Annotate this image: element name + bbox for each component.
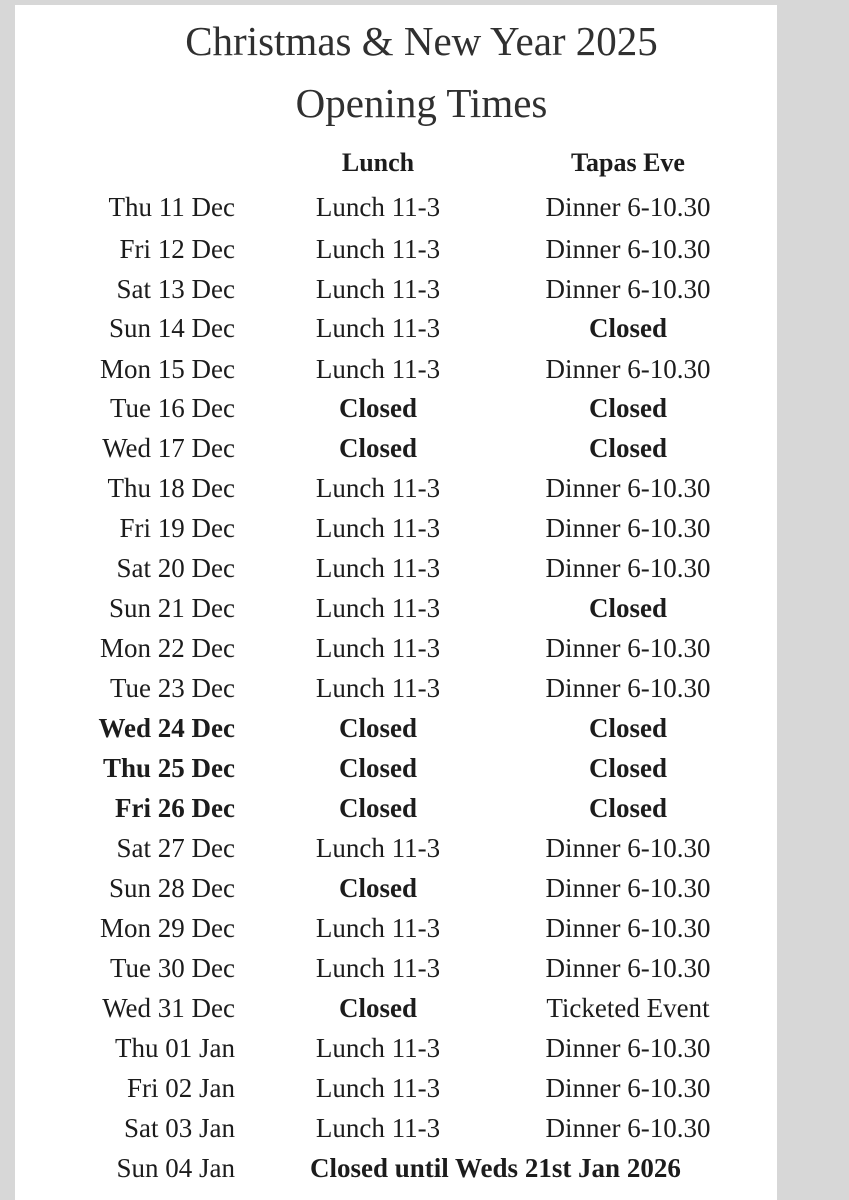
day-cell: Wed 24 Dec	[98, 713, 235, 743]
table-row	[0, 1033, 849, 1069]
day-cell: Fri 12 Dec	[119, 234, 235, 264]
tapas-eve-cell: Dinner 6-10.30	[545, 234, 711, 264]
day-cell: Thu 25 Dec	[102, 753, 235, 783]
closed-until-note: Closed until Weds 21st Jan 2026	[310, 1153, 681, 1183]
tapas-eve-cell: Dinner 6-10.30	[545, 1113, 711, 1143]
tapas-eve-cell: Dinner 6-10.30	[545, 833, 711, 863]
lunch-cell: Lunch 11-3	[315, 234, 441, 264]
day-cell: Mon 15 Dec	[100, 354, 235, 384]
lunch-cell: Lunch 11-3	[315, 513, 441, 543]
table-row	[0, 1113, 849, 1149]
table-row	[0, 953, 849, 989]
column-header-tapas-eve: Tapas Eve	[571, 148, 685, 177]
lunch-cell: Lunch 11-3	[315, 953, 441, 983]
lunch-cell: Closed	[338, 433, 417, 463]
day-cell: Fri 02 Jan	[127, 1073, 235, 1103]
table-row	[0, 192, 849, 228]
table-row	[0, 313, 849, 349]
lunch-cell: Closed	[338, 793, 417, 823]
table-row	[0, 833, 849, 869]
day-cell: Sat 13 Dec	[116, 274, 235, 304]
tapas-eve-cell: Closed	[588, 393, 667, 423]
column-header-lunch: Lunch	[341, 148, 415, 177]
day-cell: Sat 03 Jan	[124, 1113, 235, 1143]
tapas-eve-cell: Closed	[588, 753, 667, 783]
table-row	[0, 393, 849, 429]
day-cell: Tue 23 Dec	[110, 673, 235, 703]
lunch-cell: Lunch 11-3	[315, 354, 441, 384]
lunch-cell: Lunch 11-3	[315, 1113, 441, 1143]
day-cell: Fri 19 Dec	[119, 513, 235, 543]
lunch-cell: Lunch 11-3	[315, 593, 441, 623]
tapas-eve-cell: Dinner 6-10.30	[545, 633, 711, 663]
tapas-eve-cell: Dinner 6-10.30	[545, 274, 711, 304]
table-row	[0, 713, 849, 749]
table-row	[0, 633, 849, 669]
lunch-cell: Lunch 11-3	[315, 274, 441, 304]
table-row	[0, 513, 849, 549]
tapas-eve-cell: Dinner 6-10.30	[545, 192, 711, 222]
table-row-final	[0, 1153, 849, 1189]
day-cell: Sun 21 Dec	[109, 593, 235, 623]
table-row	[0, 873, 849, 909]
lunch-cell: Lunch 11-3	[315, 553, 441, 583]
tapas-eve-cell: Dinner 6-10.30	[545, 953, 711, 983]
day-cell: Fri 26 Dec	[115, 793, 235, 823]
table-row	[0, 274, 849, 310]
day-cell: Mon 29 Dec	[100, 913, 235, 943]
day-cell: Tue 16 Dec	[110, 393, 235, 423]
lunch-cell: Lunch 11-3	[315, 192, 441, 222]
tapas-eve-cell: Ticketed Event	[546, 993, 710, 1023]
table-row	[0, 354, 849, 390]
day-cell: Sun 04 Jan	[116, 1153, 235, 1183]
table-row	[0, 234, 849, 270]
table-row	[0, 793, 849, 829]
lunch-cell: Closed	[338, 393, 417, 423]
page-subtitle: Opening Times	[295, 80, 548, 126]
tapas-eve-cell: Dinner 6-10.30	[545, 1073, 711, 1103]
tapas-eve-cell: Closed	[588, 593, 667, 623]
lunch-cell: Lunch 11-3	[315, 833, 441, 863]
day-cell: Wed 31 Dec	[102, 993, 235, 1023]
tapas-eve-cell: Closed	[588, 793, 667, 823]
table-row	[0, 433, 849, 469]
tapas-eve-cell: Dinner 6-10.30	[545, 473, 711, 503]
tapas-eve-cell: Closed	[588, 313, 667, 343]
table-row	[0, 553, 849, 589]
tapas-eve-cell: Dinner 6-10.30	[545, 673, 711, 703]
table-row	[0, 473, 849, 509]
lunch-cell: Closed	[338, 993, 417, 1023]
table-row	[0, 993, 849, 1029]
lunch-cell: Closed	[338, 713, 417, 743]
day-cell: Sun 14 Dec	[109, 313, 235, 343]
page-title: Christmas & New Year 2025	[185, 18, 658, 64]
day-cell: Tue 30 Dec	[110, 953, 235, 983]
table-row	[0, 753, 849, 789]
day-cell: Sat 27 Dec	[116, 833, 235, 863]
table-row	[0, 1073, 849, 1109]
day-cell: Wed 17 Dec	[102, 433, 235, 463]
table-row	[0, 913, 849, 949]
day-cell: Sun 28 Dec	[109, 873, 235, 903]
tapas-eve-cell: Dinner 6-10.30	[545, 873, 711, 903]
tapas-eve-cell: Closed	[588, 713, 667, 743]
lunch-cell: Lunch 11-3	[315, 313, 441, 343]
tapas-eve-cell: Dinner 6-10.30	[545, 354, 711, 384]
tapas-eve-cell: Dinner 6-10.30	[545, 513, 711, 543]
tapas-eve-cell: Dinner 6-10.30	[545, 913, 711, 943]
lunch-cell: Closed	[338, 873, 417, 903]
table-row	[0, 593, 849, 629]
lunch-cell: Lunch 11-3	[315, 1033, 441, 1063]
day-cell: Sat 20 Dec	[116, 553, 235, 583]
day-cell: Mon 22 Dec	[100, 633, 235, 663]
day-cell: Thu 11 Dec	[108, 192, 235, 222]
tapas-eve-cell: Closed	[588, 433, 667, 463]
lunch-cell: Lunch 11-3	[315, 673, 441, 703]
lunch-cell: Lunch 11-3	[315, 633, 441, 663]
lunch-cell: Lunch 11-3	[315, 1073, 441, 1103]
table-row	[0, 673, 849, 709]
lunch-cell: Lunch 11-3	[315, 913, 441, 943]
lunch-cell: Lunch 11-3	[315, 473, 441, 503]
lunch-cell: Closed	[338, 753, 417, 783]
day-cell: Thu 18 Dec	[107, 473, 235, 503]
tapas-eve-cell: Dinner 6-10.30	[545, 553, 711, 583]
tapas-eve-cell: Dinner 6-10.30	[545, 1033, 711, 1063]
day-cell: Thu 01 Jan	[115, 1033, 235, 1063]
